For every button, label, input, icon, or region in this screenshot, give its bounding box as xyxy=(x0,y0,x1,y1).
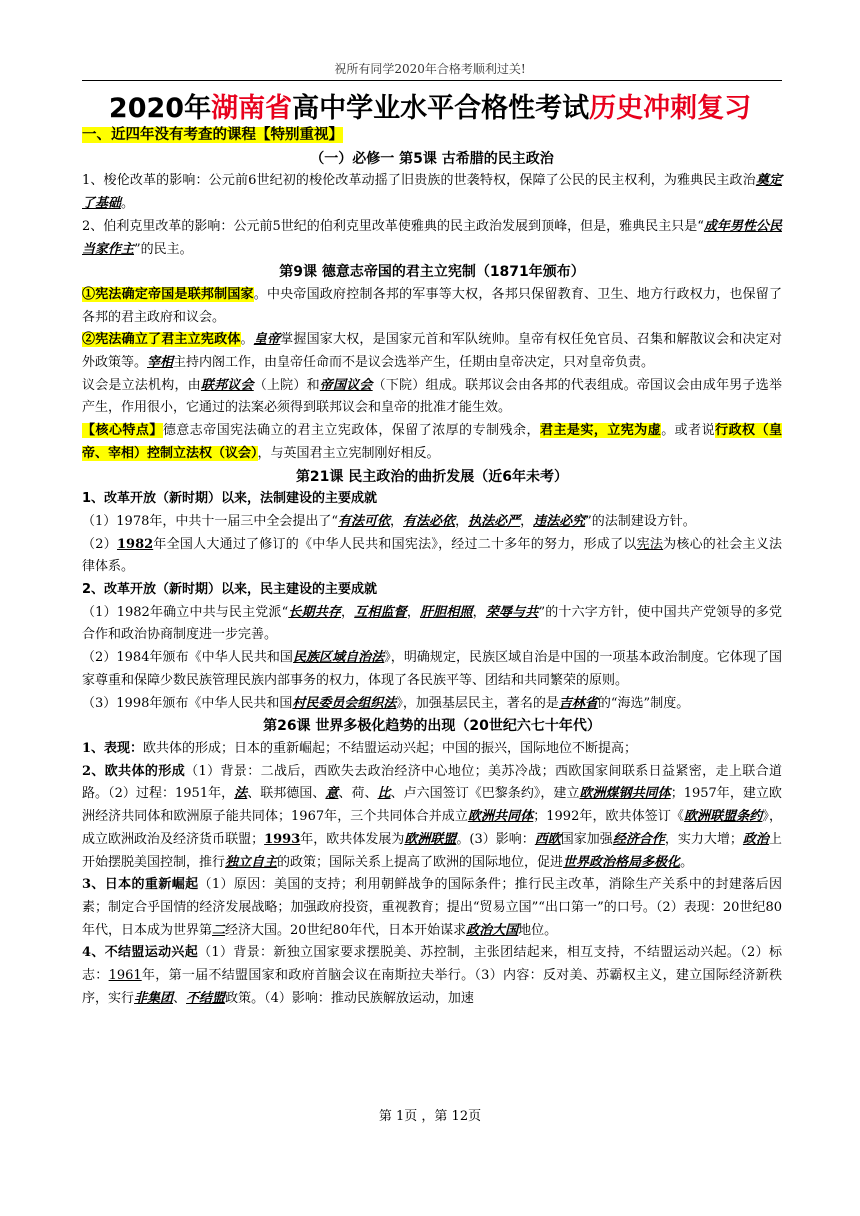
fill-answer: 意 xyxy=(325,786,339,802)
fill-answer: 有法可依 xyxy=(338,513,391,529)
text: ”的民主。 xyxy=(134,241,193,257)
text: （上院）和 xyxy=(253,377,320,393)
text: （3）1998年颁布《中华人民共和国 xyxy=(82,695,293,711)
fill-answer: 长期共存 xyxy=(288,604,342,620)
text: 年，第一届不结盟国家和政府首脑会议在南斯拉夫举行。（3）内容：反对美、苏霸权主义，建立国际经济新秩序，实行 xyxy=(82,968,782,1006)
title-subject: 历史冲刺复习 xyxy=(589,93,752,124)
paragraph xyxy=(82,761,782,875)
fill-answer: 欧洲联盟 xyxy=(404,831,457,847)
text: 年全国人大通过了修订的《中华人民共和国宪法》，经过二十多年的努力，形成了以 xyxy=(153,536,637,552)
text: 。或者说 xyxy=(661,423,716,439)
sub-heading: 1、改革开放（新时期）以来，法制建设的主要成就 xyxy=(82,491,378,507)
text: 议会是立法机构，由 xyxy=(82,377,201,393)
text: 。中央帝国政府控制各邦的军事等大权，各邦只保留教育、卫生、地方行政权力，也保留了各邦的君主政府和议会。 xyxy=(82,286,782,325)
fill-answer: 奠定了基础 xyxy=(82,173,782,212)
text: 为核心的社会主义法律体系。 xyxy=(82,536,782,575)
text: ，实力大增； xyxy=(664,831,743,847)
key-term: 联邦议会 xyxy=(200,377,254,393)
text: （2） xyxy=(82,536,117,552)
text: 欧共体的形成；日本的重新崛起；不结盟运动兴起；中国的振兴，国际地位不断提高； xyxy=(143,740,638,756)
text: ， xyxy=(520,513,534,529)
fill-answer: 有法必依 xyxy=(403,513,456,529)
header-note: 祝所有同学2020年合格考顺利过关! xyxy=(334,62,526,76)
fill-answer: 民族区域自治法 xyxy=(292,650,385,666)
text: 的政策；国际关系上提高了欧洲的国际地位，促进 xyxy=(277,854,564,870)
fill-answer: 欧洲联盟条约 xyxy=(683,809,763,825)
text: （1）1982年确立中共与民主党派“ xyxy=(82,604,289,620)
key-term: 宰相 xyxy=(147,355,174,371)
text: （1）背景：二战后，西欧失去政治经济中心地位；美苏冷战；西欧国家间联系日益紧密，走上联合道路。（2）过程：1951年， xyxy=(82,763,782,802)
paragraph xyxy=(82,170,782,215)
text: ， xyxy=(341,604,355,620)
highlight-text: ①宪法确定帝国是联邦制国家 xyxy=(82,286,254,302)
core-feature-label: 【核心特点】 xyxy=(82,423,163,439)
highlight-text: 行政权（皇帝、宰相）控制立法权（议会） xyxy=(82,423,782,461)
document-body xyxy=(82,124,782,1010)
fill-answer: 违法必究 xyxy=(533,513,586,529)
sub-heading: 2、改革开放（新时期）以来，民主建设的主要成就 xyxy=(82,582,378,598)
title-province: 湖南省 xyxy=(211,93,293,124)
fill-answer: 荣辱与共 xyxy=(485,604,539,620)
page-title xyxy=(0,86,860,125)
text: ， xyxy=(390,513,404,529)
text: （2）1984年颁布《中华人民共和国 xyxy=(82,650,293,666)
key-term: 皇帝 xyxy=(253,332,281,348)
fill-answer: 村民委员会组织法 xyxy=(292,695,397,711)
text: 政策。（4）影响：推动民族解放运动，加速 xyxy=(225,990,474,1006)
text: 。 xyxy=(680,854,694,870)
fill-answer: 政治 xyxy=(742,831,769,847)
text: 主持内阁工作，由皇帝任命而不是议会选举产生，任期由皇帝决定，只对皇帝负责。 xyxy=(173,355,655,371)
section-heading-text: 一、近四年没有考查的课程【特别重视】 xyxy=(82,127,343,143)
title-part: 2020年 xyxy=(108,93,212,124)
text: 国家加强 xyxy=(560,831,613,847)
fill-answer: 非集团 xyxy=(134,990,174,1006)
fill-answer: 执法必严 xyxy=(468,513,521,529)
text: 。 xyxy=(240,332,254,348)
fill-answer: 1982 xyxy=(116,536,154,552)
text: （1）1978年，中共十一届三中全会提出了“ xyxy=(82,513,339,529)
text: ， xyxy=(406,604,420,620)
text: 地位。 xyxy=(518,922,558,938)
fill-answer: 西欧 xyxy=(534,831,561,847)
paragraph xyxy=(82,284,782,329)
paragraph xyxy=(82,602,782,647)
paragraph xyxy=(82,738,782,761)
paragraph xyxy=(82,420,782,465)
text: （1）原因：美国的支持；利用朝鲜战争的国际条件；推行民主改革，消除生产关系中的封建落后因素；制定合乎国情的经济发展战略；加强政府投资，重视教育；提出“贸易立国”“出口第一”的口号。（2）表现：20世纪80年代，日本成为世界第 xyxy=(82,877,782,938)
fill-answer: 吉林省 xyxy=(558,695,598,711)
point-label: 4、不结盟运动兴起 xyxy=(82,945,199,961)
paragraph xyxy=(82,329,782,374)
lesson-heading: （一）必修一 第5课 古希腊的民主政治 xyxy=(310,150,554,167)
text: 》，成立欧洲政治及经济货币联盟； xyxy=(82,809,782,847)
text: ， xyxy=(455,513,469,529)
fill-answer: 二 xyxy=(212,922,226,938)
fill-answer: 宪法 xyxy=(636,536,664,552)
lesson-heading: 第9课 德意志帝国的君主立宪制（1871年颁布） xyxy=(279,264,585,281)
text: ，与英国君主立宪制刚好相反。 xyxy=(257,445,440,461)
paragraph xyxy=(82,693,782,716)
text: ；1957年，建立欧洲经济共同体和欧洲原子能共同体；1967年，三个共同体合并成立 xyxy=(82,786,782,825)
fill-answer: 肝胆相照 xyxy=(420,604,473,620)
text: 、 xyxy=(173,990,187,1006)
paragraph xyxy=(82,511,782,534)
fill-answer: 成年男性公民当家作主 xyxy=(82,218,782,257)
text: ， xyxy=(472,604,486,620)
paragraph xyxy=(82,647,782,692)
text: 经济大国。20世纪80年代，日本开始谋求 xyxy=(225,922,467,938)
fill-answer: 世界政治格局多极化 xyxy=(563,854,681,870)
text: 上开始摆脱美国控制，推行 xyxy=(82,831,782,870)
paragraph xyxy=(82,216,782,261)
fill-answer: 1961 xyxy=(108,968,142,984)
lesson-heading: 第21课 民主政治的曲折发展（近6年未考） xyxy=(295,468,569,485)
point-label: 2、欧共体的形成 xyxy=(82,763,186,779)
text: ”的法制建设方针。 xyxy=(585,513,696,529)
text: 、荷、 xyxy=(338,786,378,802)
fill-answer: 经济合作 xyxy=(612,831,665,847)
page-footer: 第 1页 ，第 12页 xyxy=(378,1109,482,1124)
text: （1）背景：新独立国家要求摆脱美、苏控制，主张团结起来，相互支持，不结盟运动兴起。（2）标志： xyxy=(82,945,783,984)
text: 2、伯利克里改革的影响：公元前5世纪的伯利克里改革使雅典的民主政治发展到顶峰，但是，雅典民主只是“ xyxy=(82,218,704,234)
paragraph xyxy=(82,534,782,579)
text: 、联邦德国、 xyxy=(247,786,326,802)
text: ；1992年，欧共体签订《 xyxy=(533,809,684,825)
fill-answer: 1993 xyxy=(264,831,301,847)
paragraph xyxy=(82,375,782,420)
text: 、卢六国签订《巴黎条约》，建立 xyxy=(390,786,580,802)
highlight-text: 君主是实，立宪为虚 xyxy=(539,423,662,439)
lesson-heading: 第26课 世界多极化趋势的出现（20世纪六七十年代） xyxy=(263,718,601,735)
text: 掌握国家大权，是国家元首和军队统帅。皇帝有权任免官员、召集和解散议会和决定对外政策等。 xyxy=(82,332,782,371)
fill-answer: 独立自主 xyxy=(225,854,278,870)
point-label: 3、日本的重新崛起 xyxy=(82,877,199,893)
text: 德意志帝国宪法确立的君主立宪政体，保留了浓厚的专制残余， xyxy=(162,423,540,439)
fill-answer: 政治大国 xyxy=(466,922,519,938)
point-label: 1、表现： xyxy=(82,740,144,756)
key-term: 帝国议会 xyxy=(319,377,373,393)
text: （下院）组成。联邦议会由各邦的代表组成。帝国议会由成年男子选举产生，作用很小，它通过的法案必须得到联邦议会和皇帝的批准才能生效。 xyxy=(82,377,782,416)
text: ”的十六字方针，使中国共产党领导的多党合作和政治协商制度进一步完善。 xyxy=(82,604,782,643)
fill-answer: 比 xyxy=(377,786,391,802)
text: 。(3）影响： xyxy=(456,831,535,847)
text: 》，明确规定，民族区域自治是中国的一项基本政治制度。它体现了国家尊重和保障少数民族管理民族内部事务的权力，体现了各民族平等、团结和共同繁荣的原则。 xyxy=(82,650,782,688)
text: 1、梭伦改革的影响：公元前6世纪初的梭伦改革动摇了旧贵族的世袭特权，保障了公民的民主权利，为雅典民主政治 xyxy=(82,173,756,189)
text: 年，欧共体发展为 xyxy=(300,831,405,847)
text: 》，加强基层民主，著名的是 xyxy=(396,695,559,711)
fill-answer: 不结盟 xyxy=(186,990,226,1006)
fill-answer: 法 xyxy=(234,786,248,802)
paragraph xyxy=(82,874,782,942)
fill-answer: 欧洲煤钢共同体 xyxy=(579,786,671,802)
section-heading xyxy=(82,124,782,148)
title-part: 高中学业水平合格性考试 xyxy=(292,93,590,124)
text: 。 xyxy=(121,196,135,212)
text: 的“海选”制度。 xyxy=(597,695,690,711)
header-rule xyxy=(82,80,782,81)
fill-answer: 互相监督 xyxy=(354,604,407,620)
highlight-text: ②宪法确立了君主立宪政体 xyxy=(82,332,241,348)
fill-answer: 欧洲共同体 xyxy=(467,809,534,825)
paragraph xyxy=(82,942,782,1010)
